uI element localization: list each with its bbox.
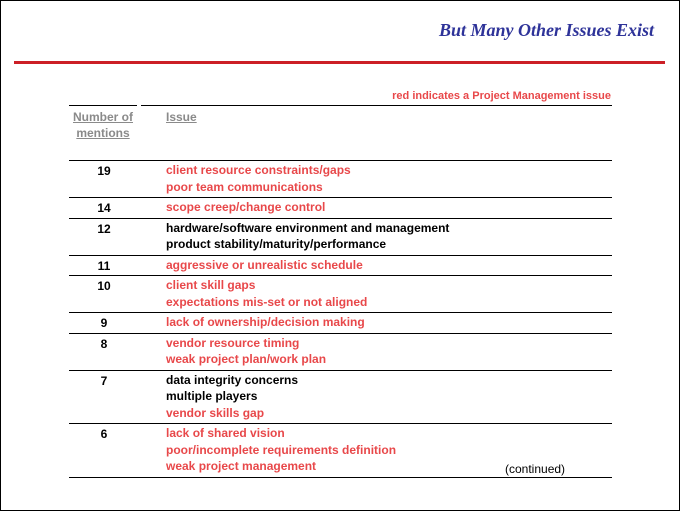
issue-item-project-management: client skill gaps [166, 278, 256, 292]
mention-count: 6 [100, 427, 108, 441]
mention-count: 19 [97, 164, 111, 178]
table-row [69, 312, 612, 333]
mention-count: 8 [100, 336, 108, 351]
mention-count: 11 [97, 258, 111, 273]
issues-table [69, 160, 612, 478]
table-row [69, 197, 612, 218]
column-header-issue: Issue [166, 110, 197, 124]
issue-list [166, 257, 612, 274]
column-header-number-of-mentions: Number of mentions [73, 110, 133, 140]
mention-count: 14 [97, 201, 111, 215]
issue-item: data integrity concerns [166, 372, 299, 387]
header-top-rule-right [141, 105, 612, 106]
continued-note: (continued) [505, 462, 566, 476]
table-row [69, 370, 612, 424]
issue-item-project-management: weak project management [166, 459, 317, 473]
mention-count: 7 [100, 373, 108, 388]
mention-count: 12 [97, 221, 111, 236]
mention-count: 10 [97, 279, 111, 293]
issue-list [166, 372, 612, 422]
header-top-rule-left [69, 105, 137, 106]
table-row [69, 218, 612, 255]
issue-item-project-management: client resource constraints/gaps [166, 163, 351, 177]
issue-list [166, 199, 612, 216]
title-divider [14, 61, 665, 64]
issue-list [166, 335, 612, 368]
issue-item-project-management: expectations mis-set or not aligned [166, 294, 368, 309]
issue-item-project-management: aggressive or unrealistic schedule [166, 257, 363, 272]
issue-item-project-management: poor/incomplete requirements definition [166, 442, 397, 457]
issue-item-project-management: poor team communications [166, 179, 323, 194]
issue-item-project-management: scope creep/change control [166, 200, 326, 214]
issue-list [166, 277, 612, 310]
issue-item-project-management: vendor resource timing [166, 335, 300, 350]
issue-item-project-management: vendor skills gap [166, 405, 265, 420]
issue-list [166, 220, 612, 253]
issue-item-project-management: lack of ownership/decision making [166, 315, 365, 329]
issue-list [166, 162, 612, 195]
slide-title: But Many Other Issues Exist [438, 20, 654, 40]
issue-item: multiple players [166, 389, 258, 403]
issue-item-project-management: weak project plan/work plan [166, 352, 327, 366]
table-row [69, 160, 612, 197]
table-row [69, 255, 612, 276]
issue-item: product stability/maturity/performance [166, 237, 387, 251]
issue-item: hardware/software environment and management [166, 220, 450, 235]
issue-list [166, 314, 612, 331]
issue-item-project-management: lack of shared vision [166, 426, 285, 440]
table-row [69, 333, 612, 370]
mention-count: 9 [100, 316, 108, 330]
color-legend-note: red indicates a Project Management issue [392, 90, 611, 102]
table-row [69, 275, 612, 312]
